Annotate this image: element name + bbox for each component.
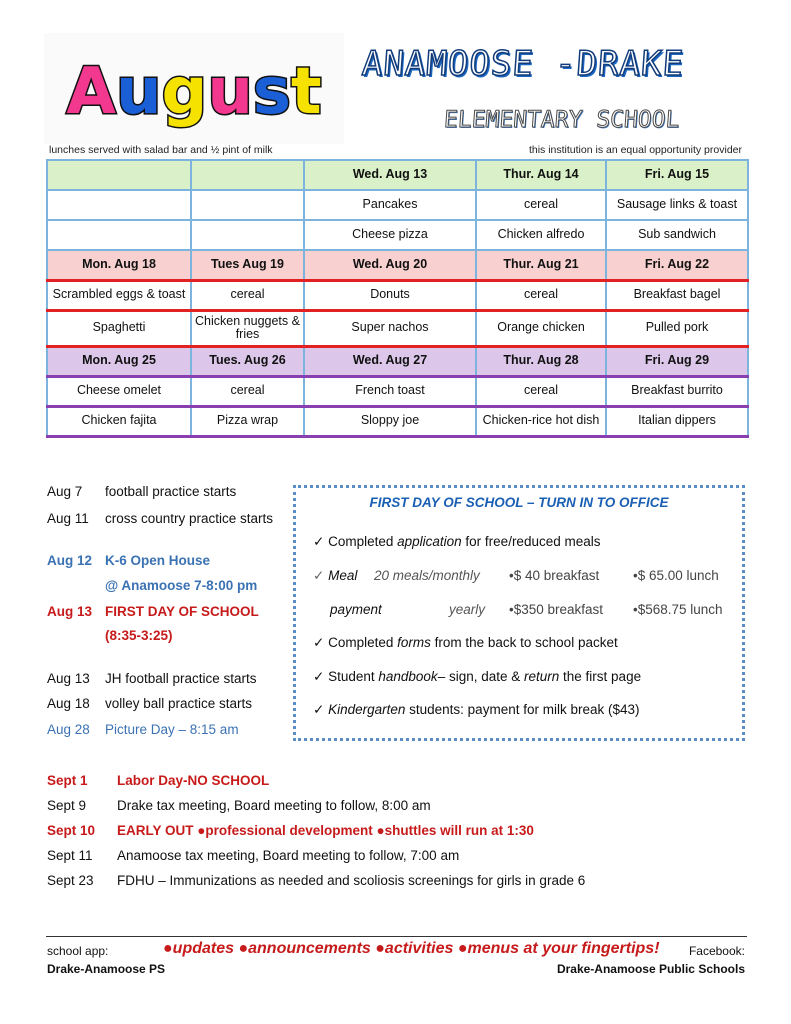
event-row: Aug 28 Picture Day – 8:15 am — [47, 722, 239, 737]
menu-day-cell: Wed. Aug 13 — [304, 160, 476, 190]
menu-breakfast-row — [47, 280, 748, 310]
menu-item-cell: Chicken fajita — [47, 406, 191, 436]
logo-letter: u — [115, 55, 162, 129]
menu-item-cell: Italian dippers — [606, 406, 748, 436]
menu-breakfast-row — [47, 190, 748, 220]
menu-item-cell: French toast — [304, 376, 476, 406]
menu-day-cell: Tues Aug 19 — [191, 250, 304, 280]
event-row: Aug 11 cross country practice starts — [47, 511, 274, 526]
lunch-note: lunches served with salad bar and ½ pint of milk — [49, 144, 273, 156]
yearly-lunch-price: •$568.75 lunch — [633, 602, 723, 617]
event-row: (8:35-3:25) — [105, 628, 173, 643]
menu-item-cell: cereal — [476, 190, 606, 220]
logo-letter: A — [66, 55, 116, 129]
menu-item-cell: cereal — [191, 280, 304, 310]
yearly-breakfast-price: •$350 breakfast — [509, 602, 604, 617]
sept-event-row: Sept 11 Anamoose tax meeting, Board meeting to follow, 7:00 am — [47, 848, 460, 863]
check-icon: ✓ — [313, 635, 325, 650]
menu-day-cell: Fri. Aug 29 — [606, 346, 748, 376]
menu-day-cell — [191, 160, 304, 190]
event-row: Aug 13 FIRST DAY OF SCHOOL — [47, 604, 259, 619]
sept-event-row: Sept 10 EARLY OUT ●professional development ●shuttles will run at 1:30 — [47, 823, 534, 838]
menu-day-cell: Thur. Aug 28 — [476, 346, 606, 376]
menu-item-cell — [191, 190, 304, 220]
school-subtitle: ELEMENTARY SCHOOL — [443, 107, 681, 133]
lunch-menu-table — [46, 159, 749, 438]
sept-event-row: Sept 1 Labor Day-NO SCHOOL — [47, 773, 270, 788]
menu-item-cell: cereal — [191, 376, 304, 406]
monthly-breakfast-price: •$ 40 breakfast — [509, 568, 600, 583]
menu-day-cell: Mon. Aug 25 — [47, 346, 191, 376]
menu-item-cell: Pancakes — [304, 190, 476, 220]
footer-tagline: ●updates ●announcements ●activities ●menus at your fingertips! — [163, 940, 660, 957]
menu-day-cell: Fri. Aug 15 — [606, 160, 748, 190]
menu-lunch-row — [47, 310, 748, 346]
school-app-name: Drake-Anamoose PS — [47, 962, 166, 976]
menu-day-cell: Tues. Aug 26 — [191, 346, 304, 376]
menu-item-cell: Pulled pork — [606, 310, 748, 346]
event-row: Aug 13 JH football practice starts — [47, 671, 257, 686]
august-logo — [44, 33, 344, 144]
menu-item-cell: Chicken nuggets & fries — [191, 310, 304, 346]
august-logo-art — [44, 33, 344, 144]
checklist-item: ✓ Student handbook– sign, date & return the first page — [313, 669, 642, 684]
checklist-item: ✓ Kindergarten students: payment for milk break ($43) — [313, 702, 640, 717]
check-icon: ✓ — [313, 669, 325, 684]
event-row: Aug 7 football practice starts — [47, 484, 237, 499]
menu-item-cell: Cheese pizza — [304, 220, 476, 250]
menu-item-cell — [47, 220, 191, 250]
menu-item-cell: Chicken-rice hot dish — [476, 406, 606, 436]
menu-item-cell: Spaghetti — [47, 310, 191, 346]
logo-letter: u — [207, 55, 253, 129]
school-app-label: school app: — [47, 944, 109, 958]
menu-item-cell: cereal — [476, 376, 606, 406]
menu-day-cell: Fri. Aug 22 — [606, 250, 748, 280]
menu-day-cell: Mon. Aug 18 — [47, 250, 191, 280]
menu-item-cell: Pizza wrap — [191, 406, 304, 436]
logo-word — [66, 55, 321, 129]
menu-item-cell: cereal — [476, 280, 606, 310]
sept-event-row: Sept 9 Drake tax meeting, Board meeting to follow, 8:00 am — [47, 798, 431, 813]
menu-item-cell: Sausage links & toast — [606, 190, 748, 220]
meal-plan-monthly: 20 meals/monthly — [374, 568, 480, 583]
menu-item-cell: Scrambled eggs & toast — [47, 280, 191, 310]
office-box-title: FIRST DAY OF SCHOOL – TURN IN TO OFFICE — [369, 495, 669, 510]
facebook-label: Facebook: — [688, 944, 745, 958]
turn-in-to-office-box — [293, 485, 745, 741]
meal-payment-row: ✓ Meal — [313, 568, 358, 583]
facebook-name: Drake-Anamoose Public Schools — [556, 962, 745, 976]
footer-divider — [46, 936, 747, 937]
menu-day-cell: Wed. Aug 20 — [304, 250, 476, 280]
menu-lunch-row — [47, 220, 748, 250]
event-row: Aug 12 K-6 Open House — [47, 553, 211, 568]
menu-day-row — [47, 250, 748, 280]
payment-label: payment — [330, 602, 382, 617]
check-icon: ✓ — [313, 702, 325, 717]
school-name: ANAMOOSE -DRAKE — [360, 44, 686, 84]
checklist-item: ✓ Completed forms from the back to school packet — [313, 635, 618, 650]
menu-item-cell: Orange chicken — [476, 310, 606, 346]
menu-item-cell — [191, 220, 304, 250]
logo-letter: t — [290, 55, 322, 129]
event-row: Aug 18 volley ball practice starts — [47, 696, 253, 711]
check-icon: ✓ — [313, 568, 325, 583]
menu-day-cell: Thur. Aug 14 — [476, 160, 606, 190]
menu-item-cell: Breakfast burrito — [606, 376, 748, 406]
menu-item-cell — [47, 190, 191, 220]
menu-item-cell: Sloppy joe — [304, 406, 476, 436]
check-icon: ✓ — [313, 534, 325, 549]
equal-opportunity-note: this institution is an equal opportunity provider — [528, 144, 742, 156]
menu-item-cell: Sub sandwich — [606, 220, 748, 250]
menu-lunch-row — [47, 406, 748, 436]
event-row: @ Anamoose 7-8:00 pm — [105, 578, 258, 593]
menu-day-cell: Wed. Aug 27 — [304, 346, 476, 376]
sept-event-row: Sept 23 FDHU – Immunizations as needed and scoliosis screenings for girls in grade 6 — [47, 873, 586, 888]
meal-plan-yearly: yearly — [449, 602, 486, 617]
menu-day-cell: Thur. Aug 21 — [476, 250, 606, 280]
monthly-lunch-price: •$ 65.00 lunch — [633, 568, 719, 583]
menu-item-cell: Donuts — [304, 280, 476, 310]
menu-item-cell: Cheese omelet — [47, 376, 191, 406]
menu-day-cell — [47, 160, 191, 190]
menu-item-cell: Breakfast bagel — [606, 280, 748, 310]
logo-letter: g — [161, 55, 208, 129]
menu-item-cell: Super nachos — [304, 310, 476, 346]
logo-letter: s — [252, 55, 291, 129]
menu-day-row — [47, 346, 748, 376]
menu-breakfast-row — [47, 376, 748, 406]
menu-item-cell: Chicken alfredo — [476, 220, 606, 250]
checklist-item: ✓ Completed application for free/reduced meals — [313, 534, 601, 549]
menu-day-row — [47, 160, 748, 190]
